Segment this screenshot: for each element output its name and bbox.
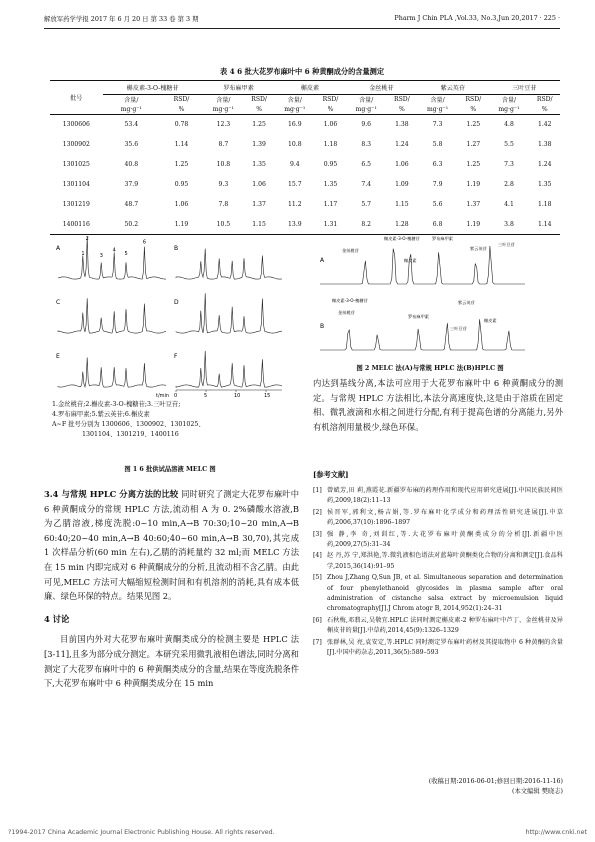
header-journal-info: 解放军药学学报 2017 年 6 月 20 日 第 33 卷 第 3 期	[44, 15, 199, 23]
rsd-cell: 1.18	[323, 141, 338, 148]
rsd-label: RSD/	[465, 96, 482, 104]
content-cell: 13.9	[288, 220, 302, 228]
rsd-cell: 1.18	[537, 201, 552, 208]
reference-text: 石秋梅,邓翡云,吴敬宜.HPLC 法同时测定槲皮素-2 种罗布麻叶中芦丁、金丝桃苷及异槲皮苷的量[J].中草药,2014,45(9):1326–1329	[327, 616, 563, 635]
rsd-cell: 1.25	[252, 121, 266, 129]
rsd-cell: 1.14	[537, 220, 552, 228]
peak-annotation: 三叶豆苷	[498, 242, 515, 247]
peak-number: 6	[142, 239, 147, 246]
peak-annotation: 三叶豆苷	[450, 326, 467, 331]
figure-1-legend	[52, 400, 288, 440]
content-cell: 8.7	[218, 141, 229, 148]
content-cell: 37.9	[124, 181, 139, 188]
content-unit: mg·g⁻¹	[212, 105, 234, 113]
content-unit: mg·g⁻¹	[498, 105, 520, 113]
peak-annotation: 紫云英苷	[470, 246, 487, 251]
panel-label: C	[56, 299, 61, 306]
editor-note: (本文编辑 樊晓志)	[512, 788, 563, 795]
figure-1-legend-line: 1.金丝桃苷;2.槲皮素-3-O-槐糖苷;3.三叶豆苷;	[52, 401, 181, 408]
rsd-cell: 1.06	[323, 121, 338, 129]
rsd-label: RSD/	[251, 96, 267, 104]
content-cell: 4.1	[504, 201, 514, 208]
content-cell: 7.3	[432, 121, 443, 129]
references-list	[313, 486, 563, 660]
content-cell: 8.2	[361, 220, 372, 228]
content-cell: 40.8	[124, 161, 139, 168]
section-heading-discussion: 4 讨论	[44, 613, 70, 624]
reference-number: [2]	[313, 508, 322, 516]
content-cell: 9.4	[289, 161, 300, 168]
rsd-cell: 1.19	[174, 220, 189, 228]
content-cell: 5.5	[504, 141, 514, 148]
rsd-unit: %	[399, 105, 405, 113]
content-cell: 9.6	[361, 121, 372, 129]
rsd-cell: 1.35	[252, 161, 266, 168]
content-cell: 7.4	[361, 181, 372, 188]
content-cell: 10.5	[216, 220, 231, 228]
content-label: 含量/	[359, 97, 374, 105]
panel-label: D	[174, 299, 179, 306]
paragraph-discussion: 目前国内外对大花罗布麻叶黄酮类成分的检测主要是 HPLC 法[3-11],且多为部分成分测定。本研究采用微乳液相色谱法,同时分离和测定了大花罗布麻叶中的 6 种黄酮类成分的含量,结果在等度洗脱条件下,大花罗布麻叶中 6 种黄酮类成分在 15 min	[44, 634, 299, 689]
content-cell: 7.9	[432, 181, 443, 188]
rsd-cell: 1.35	[323, 181, 338, 188]
batch-cell: 1300606	[62, 121, 90, 129]
compound-header: 罗布麻甲素	[203, 81, 274, 95]
rsd-label: RSD/	[394, 96, 410, 104]
content-cell: 5.6	[432, 201, 443, 208]
peak-number: 1	[81, 251, 85, 258]
rsd-cell: 1.19	[466, 181, 481, 188]
compound-header: 紫云英苷	[417, 81, 488, 95]
content-label: 含量/	[287, 97, 302, 105]
reference-number: [6]	[313, 616, 322, 624]
reference-item	[313, 508, 563, 529]
paragraph-body: 同时研究了测定大花罗布麻叶中 6 种黄酮成分的常规 HPLC 方法,流动相 A 为 0. 2%磷酸水溶液,B 为乙腈溶液,梯度洗脱:0~10 min,A→B 70:30;10~20 min,A→B 60:40;20~40 min,A→B 40:60;40~60 min,A→B 30,70),其完成 1 次样品分析(60 min 左右),乙腈的消耗量约 32 ml;而 MELC 方法在 15 min 内即完成对 6 种黄酮成分的分析,且流动相不含乙腈。由此可见,MELC 方法可大幅缩短检测时间和有机溶剂的消耗,具有成本低廉、绿色环保的特点。结果见图 2。	[44, 489, 299, 602]
peak-annotation: 金丝桃苷	[338, 310, 355, 315]
right-column-text	[313, 376, 563, 434]
figure-1-plot	[52, 228, 282, 400]
peak-annotation: 槲皮素-3-O-槐糖苷	[332, 298, 368, 303]
content-cell: 8.3	[361, 141, 372, 148]
content-cell: 48.7	[124, 201, 139, 208]
panel-label: B	[174, 245, 179, 252]
rsd-cell: 1.37	[252, 201, 266, 208]
peak-number: 3	[99, 253, 103, 259]
content-label: 含量/	[124, 97, 139, 105]
rsd-cell: 1.37	[466, 201, 481, 208]
rsd-cell: 1.14	[174, 141, 189, 148]
peak-annotation: 槲皮素	[484, 318, 497, 323]
rsd-cell: 1.15	[252, 220, 266, 228]
header-journal-english: Pharm J Chin PLA ,Vol.33, No.3,Jun 20,2017 · 225 ·	[394, 14, 560, 22]
figure-1-chromatograms	[52, 228, 282, 400]
rsd-cell: 1.27	[466, 141, 481, 148]
rsd-cell: 1.31	[323, 220, 338, 228]
figure-1-title: 图 1 6 批供试品溶液 MELC 图	[124, 466, 216, 473]
reference-item	[313, 616, 563, 637]
content-cell: 12.3	[216, 121, 231, 129]
trace-label-b: B	[320, 323, 325, 330]
rsd-unit: %	[541, 105, 548, 113]
trace-label-a: A	[320, 257, 325, 264]
rsd-cell: 1.28	[395, 220, 409, 228]
content-cell: 3.8	[504, 220, 514, 228]
table-title: 表 4 6 批大花罗布麻叶中 6 种黄酮成分的含量测定	[219, 67, 385, 76]
rsd-cell: 1.24	[537, 161, 552, 168]
compound-header: 金丝桃苷	[346, 81, 417, 95]
content-cell: 7.3	[504, 161, 514, 168]
content-unit: mg·g⁻¹	[427, 105, 449, 113]
axis-tick-label: 15	[264, 393, 271, 399]
content-cell: 6.3	[432, 161, 443, 168]
rsd-cell: 1.38	[537, 141, 552, 148]
chromatogram-trace	[58, 298, 166, 333]
content-cell: 10.8	[288, 141, 302, 148]
peak-annotation: 罗布麻甲素	[432, 236, 453, 241]
peak-annotation: 槲皮素	[404, 258, 417, 263]
rsd-cell: 1.09	[395, 181, 409, 188]
rsd-unit: %	[327, 105, 334, 113]
peak-annotation: 槲皮素-3-O-槐糖苷	[384, 236, 420, 241]
content-cell: 53.4	[124, 121, 139, 129]
batch-header: 批号	[70, 95, 83, 102]
content-cell: 4.8	[504, 121, 514, 129]
content-cell: 10.8	[216, 161, 231, 168]
compound-header: 槲皮素	[274, 81, 345, 95]
reference-text: 曾斌芳,田 莉,燕霞花.新疆罗布麻的药理作用和现代应用研究进展[J].中国民族民间医药,2009,18(2):11–13	[327, 487, 563, 505]
peak-number: 4	[112, 247, 116, 254]
reference-text: 张群林,吴 亮,袁安定,等.HPLC 同时测定罗布麻叶药材及其提取物中 6 种黄酮的含量[J].中国中药杂志,2011,36(5):589–593	[327, 638, 563, 657]
rsd-cell: 1.06	[252, 181, 266, 188]
batch-cell: 1301025	[62, 161, 90, 168]
content-unit: mg·g⁻¹	[355, 105, 377, 113]
figure-2-plot	[312, 232, 532, 356]
content-cell: 9.3	[218, 181, 229, 188]
axis-tick-label: 0	[174, 393, 178, 399]
rsd-cell: 1.39	[252, 141, 266, 148]
received-revised-dates: (收稿日期:2016-06-01;修回日期:2016-11-16)	[428, 778, 563, 785]
table-row	[50, 115, 560, 135]
table-row	[50, 155, 560, 175]
axis-tick-label: 5	[204, 393, 208, 399]
rsd-label: RSD/	[322, 96, 339, 104]
panel-label: E	[56, 353, 60, 360]
reference-text: 赵 丹,苏 宁,郑洪艳,等.微乳液相色谱法对蓝莓叶黄酮类化合物的分离和测定[J].食品科学,2015,36(14):91–95	[327, 552, 563, 570]
compound-header: 三叶豆苷	[489, 81, 561, 95]
content-cell: 5.8	[432, 141, 443, 148]
batch-cell: 1301219	[62, 201, 90, 208]
references-heading: [参考文献]	[313, 470, 349, 479]
chromatogram-trace	[58, 237, 166, 279]
rsd-cell: 1.06	[395, 161, 409, 168]
figure-2-title: 图 2 MELC 法(A)与常规 HPLC 法(B)HPLC 图	[356, 364, 504, 372]
content-cell: 2.8	[504, 181, 514, 188]
peak-annotation: 金丝桃苷	[342, 248, 359, 253]
rsd-cell: 1.17	[323, 201, 338, 208]
chromatogram-trace	[176, 351, 282, 387]
reference-number: [5]	[313, 574, 322, 582]
axis-tick-label: 10	[234, 393, 241, 399]
left-column-text	[44, 487, 299, 691]
rsd-cell: 1.19	[466, 220, 481, 228]
content-unit: mg·g⁻¹	[120, 105, 142, 113]
batch-cell: 1300902	[62, 141, 90, 148]
content-cell: 11.2	[288, 201, 302, 208]
reference-item	[313, 486, 563, 507]
paragraph-continuation: 内达到基线分离,本法可应用于大花罗布麻叶中 6 种黄酮成分的测定。与常规 HPLC 方法相比,本法分离速度快,这是由于溶质在固定相、微乳液滴和水相之间进行分配,有利于提高色谱的分离能力,另外有机溶剂用量极少,绿色环保。	[313, 378, 563, 432]
content-cell: 7.8	[218, 201, 229, 208]
batch-cell: 1301104	[62, 181, 90, 188]
rsd-cell: 1.25	[466, 161, 481, 168]
figure-1-legend-line: A~F 批号分别为 1300606、1300902、1301025、	[52, 421, 205, 428]
reference-item	[313, 551, 563, 572]
content-cell: 6.8	[432, 220, 443, 228]
content-label: 含量/	[430, 97, 445, 105]
rsd-cell: 1.38	[395, 121, 409, 129]
copyright-footer: ?1994-2017 China Academic Journal Electronic Publishing House. All rights reserved.	[8, 829, 275, 836]
rsd-unit: %	[178, 105, 185, 113]
chromatogram-trace	[58, 358, 166, 388]
chromatogram-trace	[176, 249, 282, 280]
subsection-heading: 3.4 与常规 HPLC 分离方法的比较	[44, 489, 179, 499]
table-row	[50, 195, 560, 215]
running-header	[44, 14, 560, 28]
figure-2-chromatograms	[312, 232, 532, 356]
rsd-cell: 0.95	[323, 161, 338, 168]
figure-1-legend-line: 4.罗布麻甲素;5.紫云英苷;6.槲皮素	[52, 411, 150, 418]
figure-1-legend-line: 1301104、1301219、1400116	[82, 431, 179, 438]
table-row	[50, 135, 560, 155]
peak-number: 5	[124, 251, 128, 258]
content-cell: 35.6	[124, 141, 139, 148]
content-label: 含量/	[501, 97, 517, 105]
rsd-cell: 1.42	[537, 121, 552, 129]
rsd-cell: 1.25	[466, 121, 481, 129]
reference-text: Zhou J,Zhang Q,Sun JB, et al. Simultaneous separation and determination of four phenylethanoid glycosides in plasma sample after oral administration of cistanche salsa extract by microemulsion liquid chromatography[J].J Chrom atogr B, 2014,952(1):24–31	[327, 574, 563, 613]
rsd-unit: %	[256, 105, 262, 113]
paragraph-hplc-comparison	[44, 487, 299, 604]
rsd-cell: 0.78	[174, 121, 189, 129]
content-cell: 16.9	[288, 121, 302, 129]
article-dates	[313, 777, 563, 797]
reference-item	[313, 573, 563, 615]
reference-text: 侯晋军,郭利文,杨吉娟,等.罗布麻叶化学成分和药理活性研究进展[J].中草药,2006,37(10):1896–1897	[327, 508, 563, 527]
time-axis-label: t/min	[156, 393, 170, 399]
rsd-label: RSD/	[536, 96, 553, 104]
hplc-trace	[320, 319, 525, 350]
reference-text: 强 静,李 奇,刘训红,等.大花罗布麻叶黄酮类成分的分析[J].新疆中医药,2009,27(5):31–34	[327, 530, 563, 549]
footer-url: http://www.cnki.net	[525, 829, 587, 836]
panel-label: F	[174, 353, 178, 360]
rsd-cell: 1.15	[395, 201, 409, 208]
reference-number: [4]	[313, 552, 322, 560]
batch-cell: 1400116	[62, 220, 90, 228]
reference-number: [7]	[313, 638, 322, 646]
header-rule	[44, 28, 560, 29]
rsd-cell: 1.35	[537, 181, 552, 188]
content-cell: 15.7	[288, 181, 302, 188]
reference-item	[313, 638, 563, 659]
content-cell: 50.2	[124, 220, 139, 228]
reference-item	[313, 530, 563, 551]
rsd-cell: 1.25	[174, 161, 189, 168]
content-label: 含量/	[216, 97, 231, 105]
panel-label: A	[56, 245, 61, 252]
rsd-unit: %	[470, 105, 477, 113]
peak-annotation: 紫云英苷	[458, 300, 475, 305]
content-cell: 5.7	[361, 201, 372, 208]
content-cell: 6.5	[361, 161, 372, 168]
peak-annotation: 罗布麻甲素	[408, 314, 429, 319]
peak-number: 2	[85, 235, 89, 242]
rsd-cell: 1.06	[174, 201, 189, 208]
table-row	[50, 175, 560, 195]
content-unit: mg·g⁻¹	[284, 105, 306, 113]
chromatogram-trace	[176, 293, 282, 333]
reference-number: [1]	[313, 487, 322, 494]
reference-number: [3]	[313, 530, 322, 538]
rsd-label: RSD/	[173, 96, 190, 104]
content-table	[50, 80, 560, 235]
rsd-cell: 1.24	[395, 141, 409, 148]
compound-header: 槲皮素-3-O-槐糖苷	[103, 81, 203, 95]
rsd-cell: 0.95	[174, 181, 189, 188]
